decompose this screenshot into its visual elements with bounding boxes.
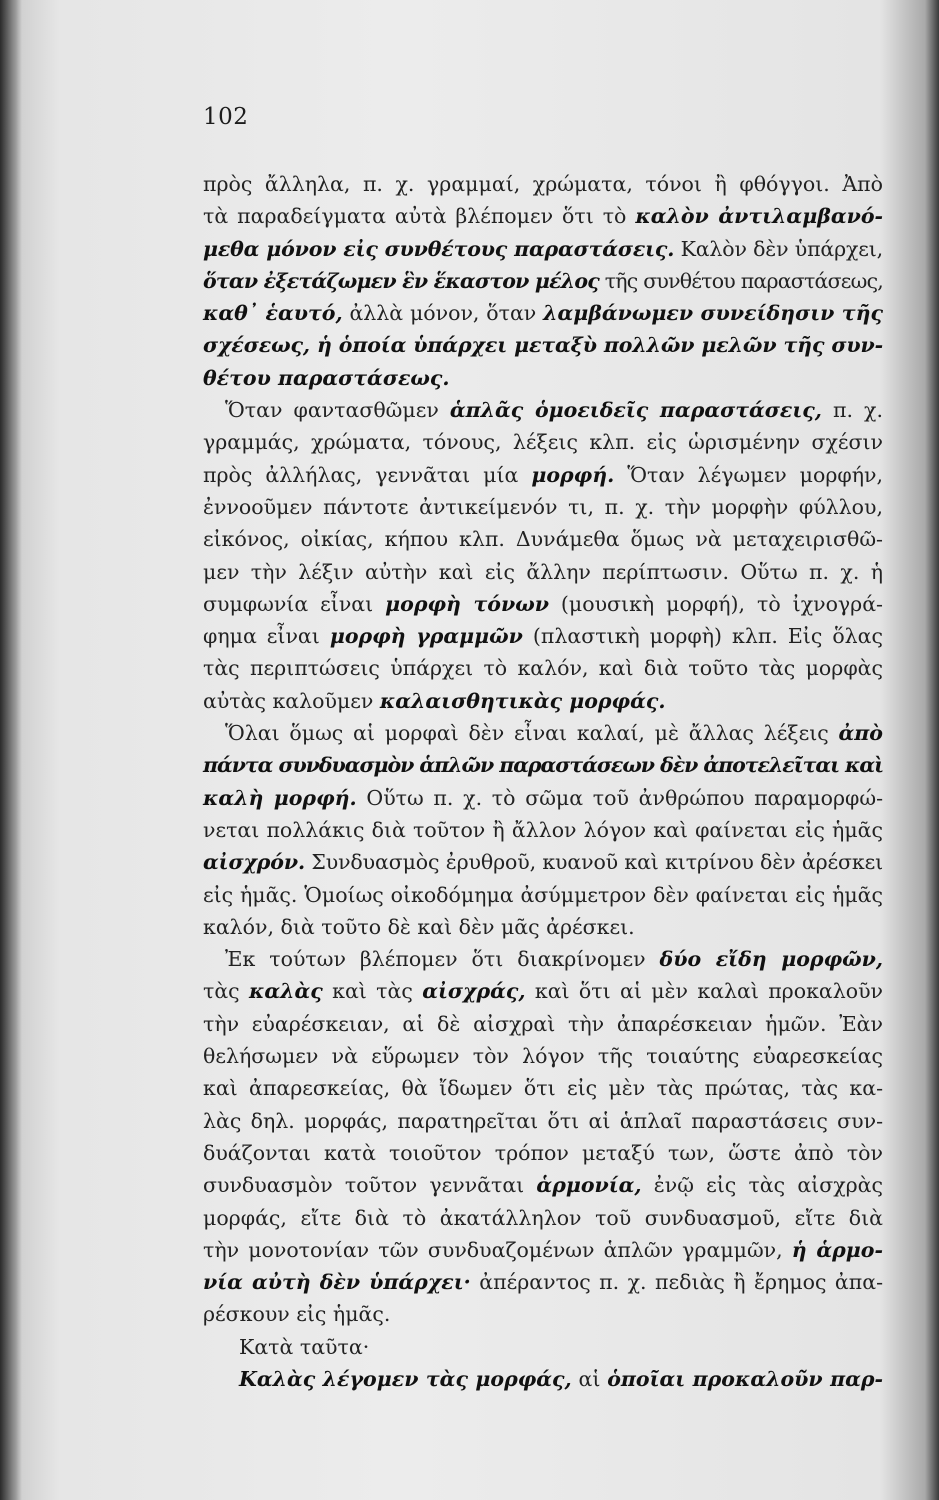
text-segment: νεται πολλάκις διὰ τοῦτον ἢ ἄλλον λόγον καὶ φαίνεται εἰς ἡμᾶς (203, 817, 883, 842)
text-segment: τῆς συνθέτου παραστάσεως, (599, 268, 884, 293)
page-text (203, 168, 883, 1395)
text-line (203, 749, 883, 781)
text-line (203, 1040, 883, 1072)
text-line (203, 943, 883, 975)
page-number: 102 (203, 104, 249, 130)
text-line (203, 911, 883, 943)
text-line (203, 329, 883, 361)
emphasized-text: καλὸν ἀντιλαμβανό- (635, 204, 883, 229)
text-line (203, 556, 883, 588)
text-segment: ἐννοοῦμεν πάντοτε ἀντικείμενόν τι, π. χ. τὴν μορφὴν φύλλου, (203, 494, 883, 519)
emphasized-text: δύο εἴδη μορφῶν, (659, 947, 883, 972)
text-line (203, 1008, 883, 1040)
emphasized-text: πάντα συνδυασμὸν ἁπλῶν παραστάσεων δὲν ἀποτελεῖται καὶ (203, 753, 883, 778)
text-line (203, 523, 883, 555)
text-segment: καὶ ὅτι αἱ μὲν καλαὶ προκαλοῦν (525, 979, 883, 1004)
text-line (203, 394, 883, 426)
text-line (203, 265, 883, 297)
text-line (203, 1298, 883, 1330)
emphasized-text: ἁπλᾶς ὁμοειδεῖς παραστάσεις, (449, 398, 822, 423)
text-line (203, 879, 883, 911)
emphasized-text: ἡ ἁρμο- (791, 1237, 883, 1262)
text-line (203, 975, 883, 1007)
text-segment: Συνδυασμὸς ἐρυθροῦ, κυανοῦ καὶ κιτρίνου δὲν ἀρέσκει (304, 850, 883, 875)
text-line (203, 297, 883, 329)
text-segment: (μουσικὴ μορφή), τὸ ἰχνογρά- (548, 591, 883, 616)
text-line (203, 1331, 883, 1363)
text-segment: καὶ ἀπαρεσκείας, θὰ ἴδωμεν ὅτι εἰς μὲν τὰς πρώτας, τὰς κα- (203, 1076, 883, 1101)
text-segment: Ὅταν φαντασθῶμεν (225, 398, 450, 423)
text-line (203, 1169, 883, 1201)
emphasized-text: θέτου παραστάσεως. (203, 365, 450, 390)
text-segment: καλόν, διὰ τοῦτο δὲ καὶ δὲν μᾶς ἀρέσκει. (203, 914, 635, 939)
text-line (203, 1266, 883, 1298)
emphasized-text: αἰσχρόν. (203, 850, 305, 875)
emphasized-text: ἁρμονία, (536, 1173, 642, 1198)
text-segment: Ὅλαι ὅμως αἱ μορφαὶ δὲν εἶναι καλαί, μὲ ἄλλας λέξεις (225, 721, 839, 746)
emphasized-text: μορφὴ γραμμῶν (329, 624, 523, 649)
emphasized-text: ὅταν ἐξετάζωμεν ἓν ἕκαστον μέλος (203, 268, 599, 293)
text-line (203, 491, 883, 523)
text-segment: Οὕτω π. χ. τὸ σῶμα τοῦ ἀνθρώπου παραμορφώ- (356, 785, 883, 810)
text-segment: (πλαστικὴ μορφὴ) κλπ. Εἰς ὅλας (522, 624, 883, 649)
emphasized-text: καθ᾽ ἑαυτό, (203, 301, 343, 326)
text-line (203, 233, 883, 265)
text-line (203, 459, 883, 491)
text-line (203, 1072, 883, 1104)
text-segment: ἐνῷ εἰς τὰς αἰσχρὰς (641, 1173, 883, 1198)
text-line (203, 620, 883, 652)
text-segment: φημα εἶναι (203, 624, 330, 649)
emphasized-text: ἀπὸ (838, 721, 883, 746)
text-segment: μορφάς, εἴτε διὰ τὸ ἀκατάλληλον τοῦ συνδυασμοῦ, εἴτε διὰ (203, 1205, 883, 1230)
text-line (203, 1202, 883, 1234)
text-segment: τὴν μονοτονίαν τῶν συνδυαζομένων ἁπλῶν γραμμῶν, (203, 1237, 792, 1262)
text-line (203, 814, 883, 846)
text-segment: γραμμάς, χρώματα, τόνους, λέξεις κλπ. εἰς ὡρισμένην σχέσιν (203, 430, 883, 455)
emphasized-text: μορφή. (531, 462, 615, 487)
text-segment: εἰκόνος, οἰκίας, κήπου κλπ. Δυνάμεθα ὅμως νὰ μεταχειρισθῶ- (203, 527, 883, 552)
text-line (203, 685, 883, 717)
text-segment: μεν τὴν λέξιν αὐτὴν καὶ εἰς ἄλλην περίπτωσιν. Οὕτω π. χ. ἡ (203, 559, 883, 584)
emphasized-text: ὁποῖαι προκαλοῦν παρ- (607, 1366, 883, 1391)
text-line (203, 1363, 883, 1395)
emphasized-text: νία αὐτὴ δὲν ὑπάρχει· (203, 1270, 471, 1295)
text-line (203, 1137, 883, 1169)
text-line (203, 782, 883, 814)
text-segment: Ἐκ τούτων βλέπομεν ὅτι διακρίνομεν (225, 947, 660, 972)
emphasized-text: λαμβάνωμεν συνείδησιν τῆς (543, 301, 883, 326)
text-line (203, 652, 883, 684)
text-line (203, 588, 883, 620)
text-segment: εἰς ἡμᾶς. Ὁμοίως οἰκοδόμημα ἀσύμμετρον δὲν φαίνεται εἰς ἡμᾶς (203, 882, 883, 907)
text-segment: αἱ (571, 1366, 608, 1391)
text-segment: συνδυασμὸν τοῦτον γεννᾶται (203, 1173, 537, 1198)
emphasized-text: αἰσχράς, (422, 979, 526, 1004)
emphasized-text: καλαισθητικὰς μορφάς. (379, 688, 666, 713)
text-segment: συμφωνία εἶναι (203, 591, 386, 616)
text-line (203, 717, 883, 749)
text-segment: ἀπέραντος π. χ. πεδιὰς ἢ ἔρημος ἀπα- (470, 1270, 883, 1295)
text-line (203, 1105, 883, 1137)
text-line (203, 846, 883, 878)
emphasized-text: Καλὰς λέγομεν τὰς μορφάς, (239, 1366, 572, 1391)
text-segment: τὰ παραδείγματα αὐτὰ βλέπομεν ὅτι τὸ (203, 204, 636, 229)
text-segment: θελήσωμεν νὰ εὕρωμεν τὸν λόγον τῆς τοιαύτης εὐαρεσκείας (203, 1044, 883, 1069)
text-segment: τὰς περιπτώσεις ὑπάρχει τὸ καλόν, καὶ διὰ τοῦτο τὰς μορφὰς (203, 656, 883, 681)
text-line (203, 168, 883, 200)
text-segment: πρὸς ἀλλήλας, γεννᾶται μία (203, 462, 532, 487)
emphasized-text: καλὴ μορφή. (203, 785, 357, 810)
text-line (203, 362, 883, 394)
text-segment: ἀλλὰ μόνον, ὅταν (342, 301, 544, 326)
emphasized-text: μορφὴ τόνων (385, 591, 549, 616)
text-segment: λὰς δηλ. μορφάς, παρατηρεῖται ὅτι αἱ ἁπλαῖ παραστάσεις συν- (203, 1108, 883, 1133)
text-segment: Ὅταν λέγωμεν μορφήν, (614, 462, 883, 487)
text-segment: Καλὸν δὲν ὑπάρχει, (674, 236, 883, 261)
text-line (203, 1234, 883, 1266)
text-segment: δυάζονται κατὰ τοιοῦτον τρόπον μεταξύ των, ὥστε ἀπὸ τὸν (203, 1140, 883, 1165)
text-segment: ρέσκουν εἰς ἡμᾶς. (203, 1302, 391, 1327)
text-segment: τὰς (203, 979, 250, 1004)
text-line (203, 200, 883, 232)
text-line (203, 426, 883, 458)
text-segment: Κατὰ ταῦτα· (239, 1334, 370, 1359)
text-segment: καὶ τὰς (322, 979, 423, 1004)
emphasized-text: σχέσεως, ἡ ὁποία ὑπάρχει μεταξὺ πολλῶν μελῶν τῆς συν- (203, 333, 883, 358)
page-binding-shadow (0, 0, 22, 1500)
emphasized-text: καλὰς (249, 979, 323, 1004)
text-segment: τὴν εὐαρέσκειαν, αἱ δὲ αἰσχραὶ τὴν ἀπαρέσκειαν ἡμῶν. Ἐὰν (203, 1011, 883, 1036)
text-segment: π. χ. (821, 398, 883, 423)
emphasized-text: μεθα μόνον εἰς συνθέτους παραστάσεις. (203, 236, 675, 261)
text-segment: αὐτὰς καλοῦμεν (203, 688, 380, 713)
text-segment: πρὸς ἄλληλα, π. χ. γραμμαί, χρώματα, τόνοι ἢ φθόγγοι. Ἀπὸ (203, 172, 883, 196)
